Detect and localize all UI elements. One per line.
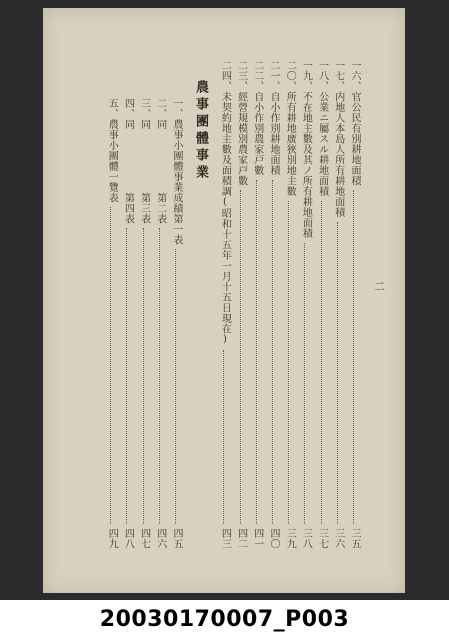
leader-dots [126,228,127,524]
toc-page-number: 四一 [251,528,263,549]
toc-page-number: 四〇 [268,528,279,549]
leader-dots [143,228,144,524]
leader-dots [175,249,176,524]
toc-page-number: 三五 [349,528,360,549]
leader-dots [256,180,257,525]
toc-page-number: 四八 [122,528,134,549]
toc-page-number: 三七 [316,528,328,549]
leader-dots [110,207,111,524]
toc-entry: 二二、自小作別農家戸數 [251,60,263,176]
page-marker: 二 [374,280,385,293]
toc-entry: 一七、内地人本島人所有耕地面積 [332,60,344,218]
toc-page-number: 四六 [154,528,166,549]
toc-entry: 二三、經營規模別農家戸數 [235,60,247,186]
toc-entry: 一九、不在地主數及其ノ所有耕地面積 [300,60,312,239]
image-caption: 20030170007_P003 [99,607,350,632]
toc-entry: 四、同 第四表 [122,98,134,224]
leader-dots [159,228,160,524]
toc-page-number: 四三 [219,528,231,549]
toc-entry: 三、同 第三表 [138,98,150,224]
document-page [43,8,405,593]
leader-dots [321,201,322,525]
toc-entry: 二四、未契約地主數及面積調(昭和十五年一月十五日現在) [219,60,231,346]
toc-page-number: 四九 [106,528,118,549]
toc-page-number: 四七 [138,528,150,549]
toc-page-number: 四二 [235,528,247,549]
leader-dots [337,222,338,525]
toc-page-number: 三八 [300,528,312,549]
toc-entry: 一、農事小團體事業成績第一表 [171,98,182,245]
leader-dots [288,201,289,525]
leader-dots [353,190,354,524]
toc-entry: 二、同 第二表 [154,98,166,224]
toc-page-number: 三六 [332,528,344,549]
toc-entry: 二〇、所有耕地廣狹別地主數 [284,60,296,197]
toc-page-number: 三九 [284,528,296,549]
toc-entry: 二一、自小作別耕地面積 [268,60,279,176]
leader-dots [223,350,224,525]
toc-entry: 五、農事小團體一覽表 [106,98,118,203]
leader-dots [272,180,273,525]
toc-page-number: 四五 [171,528,182,549]
toc-entry: 一八、公業ニ屬スル耕地面積 [316,60,328,197]
leader-dots [240,190,241,524]
toc-entry: 一六、官公民有別耕地面積 [349,60,360,186]
leader-dots [304,243,305,525]
section-title: 農事團體事業 [193,80,208,182]
